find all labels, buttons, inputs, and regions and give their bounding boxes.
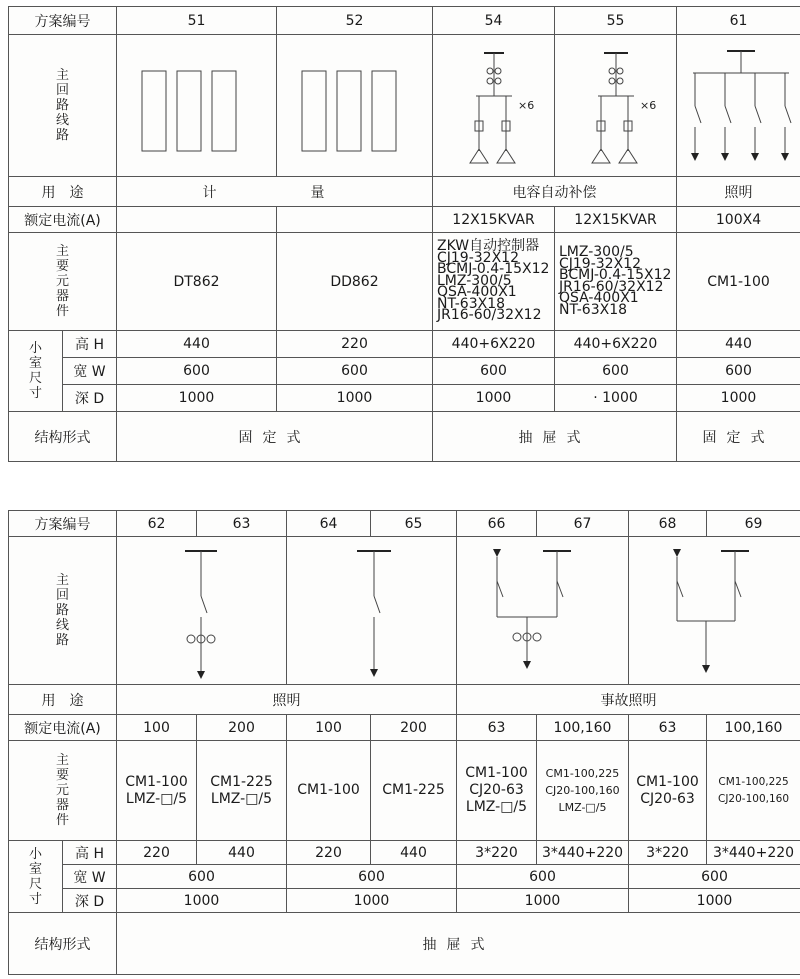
rated-65: 200 xyxy=(371,715,457,741)
scheme-number-label: 方案编号 xyxy=(9,511,117,537)
rated-68: 63 xyxy=(629,715,707,741)
w-68-69: 600 xyxy=(629,865,800,889)
components-55: LMZ-300/5 CJ19-32X12 BCMJ-0.4-15X12 JR16-60/32X12 QSA-400X1 NT-63X18 xyxy=(555,233,677,331)
height-label: 高 H xyxy=(63,841,117,865)
w-61: 600 xyxy=(677,358,800,385)
w-52: 600 xyxy=(277,358,433,385)
h-63: 440 xyxy=(197,841,287,865)
circuit-diagram-66-67 xyxy=(457,537,629,685)
structure-label: 结构形式 xyxy=(9,913,117,975)
h-52: 220 xyxy=(277,331,433,358)
rated-55: 12X15KVAR xyxy=(555,207,677,233)
single-feeder-ct-diagram xyxy=(117,541,287,681)
components-62: CM1-100 LMZ-□/5 xyxy=(117,741,197,841)
w-55: 600 xyxy=(555,358,677,385)
rated-current-label: 额定电流(A) xyxy=(9,207,117,233)
width-label: 宽 W xyxy=(63,358,117,385)
circuit-diagram-52 xyxy=(277,35,433,177)
rated-67: 100,160 xyxy=(537,715,629,741)
capacitor-bank-diagram xyxy=(434,41,554,171)
main-circuit-label: 主回路线路 xyxy=(9,35,117,177)
width-label: 宽 W xyxy=(63,865,117,889)
usage-lighting: 照明 xyxy=(677,177,800,207)
scheme-54: 54 xyxy=(433,7,555,35)
w-64-65: 600 xyxy=(287,865,457,889)
components-61: CM1-100 xyxy=(677,233,800,331)
scheme-65: 65 xyxy=(371,511,457,537)
rated-51 xyxy=(117,207,277,233)
d-68-69: 1000 xyxy=(629,889,800,913)
rated-64: 100 xyxy=(287,715,371,741)
scheme-68: 68 xyxy=(629,511,707,537)
rated-54: 12X15KVAR xyxy=(433,207,555,233)
h-66: 3*220 xyxy=(457,841,537,865)
w-54: 600 xyxy=(433,358,555,385)
components-label: 主要元器件 xyxy=(9,233,117,331)
svg-text:×6: ×6 xyxy=(639,98,656,112)
h-67: 3*440+220 xyxy=(537,841,629,865)
scheme-55: 55 xyxy=(555,7,677,35)
structure-fixed: 固定式 xyxy=(117,412,433,462)
rated-current-label: 额定电流(A) xyxy=(9,715,117,741)
circuit-diagram-68-69 xyxy=(629,537,800,685)
structure-label: 结构形式 xyxy=(9,412,117,462)
d-55: · 1000 xyxy=(555,385,677,412)
scheme-64: 64 xyxy=(287,511,371,537)
components-51: DT862 xyxy=(117,233,277,331)
room-size-label: 小室尺寸 xyxy=(9,331,63,412)
h-62: 220 xyxy=(117,841,197,865)
scheme-67: 67 xyxy=(537,511,629,537)
single-feeder-diagram xyxy=(287,541,457,681)
usage-label: 用 途 xyxy=(9,685,117,715)
h-61: 440 xyxy=(677,331,800,358)
components-66: CM1-100 CJ20-63 LMZ-□/5 xyxy=(457,741,537,841)
four-feeder-diagram xyxy=(679,41,799,171)
components-label: 主要元器件 xyxy=(9,741,117,841)
d-66-67: 1000 xyxy=(457,889,629,913)
scheme-table-2 xyxy=(8,510,800,975)
depth-label: 深 D xyxy=(63,385,117,412)
usage-metering: 计 量 xyxy=(117,177,433,207)
circuit-diagram-55 xyxy=(555,35,677,177)
components-65: CM1-225 xyxy=(371,741,457,841)
usage-label: 用 途 xyxy=(9,177,117,207)
meter-boxes-diagram xyxy=(122,46,272,166)
w-51: 600 xyxy=(117,358,277,385)
scheme-number-label: 方案编号 xyxy=(9,7,117,35)
h-65: 440 xyxy=(371,841,457,865)
svg-text:×6: ×6 xyxy=(517,98,534,112)
h-68: 3*220 xyxy=(629,841,707,865)
components-63: CM1-225 LMZ-□/5 xyxy=(197,741,287,841)
d-64-65: 1000 xyxy=(287,889,457,913)
scheme-table-1 xyxy=(8,6,800,462)
scheme-69: 69 xyxy=(707,511,800,537)
scheme-66: 66 xyxy=(457,511,537,537)
scheme-63: 63 xyxy=(197,511,287,537)
circuit-diagram-64-65 xyxy=(287,537,457,685)
h-55: 440+6X220 xyxy=(555,331,677,358)
usage-capacitor: 电容自动补偿 xyxy=(433,177,677,207)
rated-66: 63 xyxy=(457,715,537,741)
main-circuit-label: 主回路线路 xyxy=(9,537,117,685)
dual-source-ct-diagram xyxy=(457,541,629,681)
h-69: 3*440+220 xyxy=(707,841,800,865)
components-54: ZKW自动控制器 CJ19-32X12 BCMJ-0.4-15X12 LMZ-300/5 QSA-400X1 NT-63X18 JR16-60/32X12 xyxy=(433,233,555,331)
scheme-51: 51 xyxy=(117,7,277,35)
capacitor-bank-diagram xyxy=(556,41,676,171)
h-54: 440+6X220 xyxy=(433,331,555,358)
circuit-diagram-51 xyxy=(117,35,277,177)
rated-62: 100 xyxy=(117,715,197,741)
rated-61: 100X4 xyxy=(677,207,800,233)
circuit-diagram-61 xyxy=(677,35,800,177)
d-62-63: 1000 xyxy=(117,889,287,913)
rated-52 xyxy=(277,207,433,233)
room-size-label: 小室尺寸 xyxy=(9,841,63,913)
circuit-diagram-62-63 xyxy=(117,537,287,685)
d-54: 1000 xyxy=(433,385,555,412)
d-52: 1000 xyxy=(277,385,433,412)
rated-69: 100,160 xyxy=(707,715,800,741)
usage-lighting: 照明 xyxy=(117,685,457,715)
rated-63: 200 xyxy=(197,715,287,741)
components-67: CM1-100,225 CJ20-100,160 LMZ-□/5 xyxy=(537,741,629,841)
scheme-61: 61 xyxy=(677,7,800,35)
components-69: CM1-100,225 CJ20-100,160 xyxy=(707,741,800,841)
d-61: 1000 xyxy=(677,385,800,412)
components-68: CM1-100 CJ20-63 xyxy=(629,741,707,841)
h-51: 440 xyxy=(117,331,277,358)
structure-drawer: 抽屉式 xyxy=(433,412,677,462)
meter-boxes-diagram xyxy=(280,46,430,166)
structure-fixed-61: 固定式 xyxy=(677,412,800,462)
d-51: 1000 xyxy=(117,385,277,412)
usage-emergency-lighting: 事故照明 xyxy=(457,685,800,715)
structure-drawer: 抽屉式 xyxy=(117,913,800,975)
scheme-52: 52 xyxy=(277,7,433,35)
height-label: 高 H xyxy=(63,331,117,358)
dual-source-diagram xyxy=(629,541,800,681)
components-52: DD862 xyxy=(277,233,433,331)
depth-label: 深 D xyxy=(63,889,117,913)
h-64: 220 xyxy=(287,841,371,865)
components-64: CM1-100 xyxy=(287,741,371,841)
scheme-62: 62 xyxy=(117,511,197,537)
circuit-diagram-54 xyxy=(433,35,555,177)
w-62-63: 600 xyxy=(117,865,287,889)
w-66-67: 600 xyxy=(457,865,629,889)
